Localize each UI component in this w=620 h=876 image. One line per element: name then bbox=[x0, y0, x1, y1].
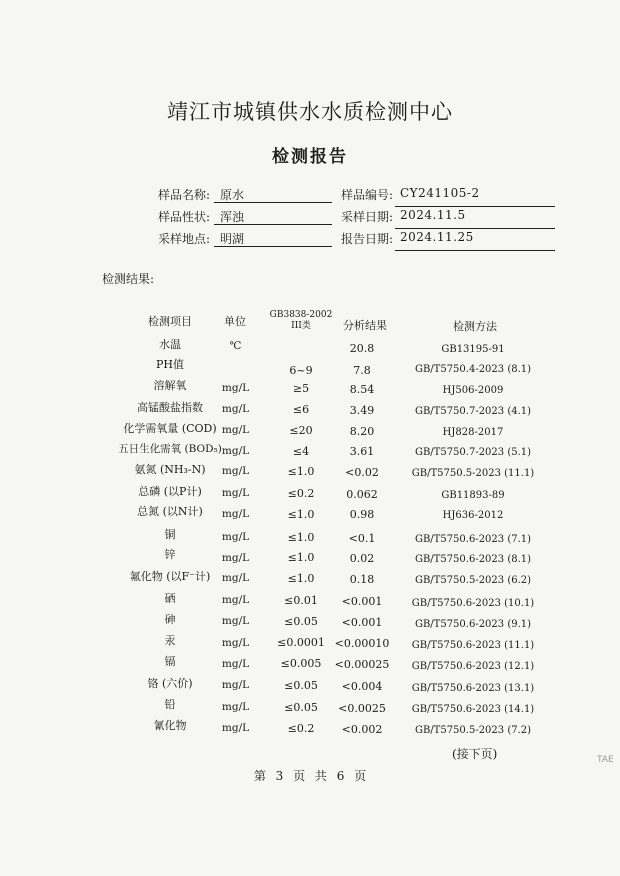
row-result: 0.02 bbox=[349, 552, 375, 565]
row-item: 硒 bbox=[164, 592, 176, 605]
row-unit: mg/L bbox=[221, 465, 250, 477]
row-unit: mg/L bbox=[221, 701, 250, 713]
row-result: 0.18 bbox=[349, 573, 375, 586]
row-result: <0.001 bbox=[341, 595, 383, 608]
header-result: 分析结果 bbox=[343, 319, 387, 332]
row-item: PH值 bbox=[156, 358, 184, 371]
row-standard: ≤0.05 bbox=[284, 615, 318, 628]
row-standard: 6~9 bbox=[289, 364, 313, 377]
row-standard: ≤0.2 bbox=[287, 722, 315, 735]
table-row bbox=[0, 717, 620, 737]
row-standard: ≤1.0 bbox=[287, 531, 315, 544]
sample-nature-value: 浑浊 bbox=[220, 210, 245, 224]
table-row bbox=[0, 399, 620, 419]
row-method: GB/T5750.5-2023 (6.2) bbox=[414, 575, 532, 586]
row-item: 砷 bbox=[164, 613, 176, 626]
sample-name-value: 原水 bbox=[220, 188, 245, 202]
sample-code-label: 样品编号: bbox=[340, 188, 393, 202]
row-standard: ≤20 bbox=[289, 424, 313, 437]
row-method: GB/T5750.5-2023 (7.2) bbox=[414, 725, 532, 736]
org-name: 靖江市城镇供水水质检测中心 bbox=[167, 100, 453, 124]
margin-handwriting: TAE bbox=[597, 755, 614, 765]
row-method: GB/T5750.7-2023 (5.1) bbox=[414, 447, 532, 458]
row-item: 锌 bbox=[164, 548, 176, 561]
row-item: 镉 bbox=[164, 655, 176, 668]
row-method: GB/T5750.6-2023 (9.1) bbox=[414, 619, 532, 630]
row-result: 20.8 bbox=[349, 342, 375, 355]
row-standard: ≤0.0001 bbox=[277, 636, 325, 649]
table-row bbox=[0, 526, 620, 546]
table-row bbox=[0, 483, 620, 503]
row-method: GB/T5750.7-2023 (4.1) bbox=[414, 406, 532, 417]
row-result: <0.00010 bbox=[334, 637, 390, 650]
table-row bbox=[0, 336, 620, 356]
row-method: GB/T5750.6-2023 (14.1) bbox=[411, 704, 535, 715]
row-method: GB/T5750.4-2023 (8.1) bbox=[414, 364, 532, 375]
results-label: 检测结果: bbox=[102, 272, 155, 286]
row-unit: mg/L bbox=[221, 487, 250, 499]
row-standard: ≤0.005 bbox=[280, 657, 322, 670]
row-result: <0.004 bbox=[341, 680, 383, 693]
table-row bbox=[0, 611, 620, 631]
row-item: 铜 bbox=[164, 528, 176, 541]
report-date-underline bbox=[395, 250, 555, 251]
row-item: 水温 bbox=[159, 338, 181, 351]
table-row bbox=[0, 590, 620, 610]
row-method: GB/T5750.6-2023 (13.1) bbox=[411, 683, 535, 694]
row-item: 五日生化需氧 (BOD₅) bbox=[118, 443, 222, 455]
header-unit: 单位 bbox=[224, 315, 246, 328]
row-item: 总氮 (以N计) bbox=[137, 505, 203, 518]
row-unit: mg/L bbox=[221, 615, 250, 627]
sampling-date-label: 采样日期: bbox=[340, 210, 393, 224]
row-result: 0.062 bbox=[346, 488, 378, 501]
table-row bbox=[0, 441, 620, 461]
row-item: 铬 (六价) bbox=[147, 677, 193, 690]
continued-note: (接下页) bbox=[452, 747, 498, 761]
row-standard: ≤1.0 bbox=[287, 572, 315, 585]
header-standard-line2: III类 bbox=[291, 321, 311, 331]
row-unit: mg/L bbox=[221, 424, 250, 436]
row-item: 化学需氧量 (COD) bbox=[123, 422, 217, 435]
row-item: 溶解氧 bbox=[153, 379, 187, 392]
row-item: 总磷 (以P计) bbox=[138, 485, 202, 498]
sampling-date-value: 2024.11.5 bbox=[400, 208, 466, 222]
sampling-location-value: 明湖 bbox=[220, 232, 245, 246]
row-method: GB11893-89 bbox=[441, 490, 505, 501]
report-date-value: 2024.11.25 bbox=[400, 230, 474, 244]
table-row bbox=[0, 546, 620, 566]
row-result: <0.002 bbox=[341, 723, 383, 736]
row-result: <0.00025 bbox=[334, 658, 390, 671]
row-result: 0.98 bbox=[349, 508, 375, 521]
table-row bbox=[0, 377, 620, 397]
row-method: HJ506-2009 bbox=[442, 385, 504, 396]
row-unit: mg/L bbox=[221, 679, 250, 691]
row-standard: ≤0.01 bbox=[284, 594, 318, 607]
sampling-date-underline bbox=[395, 228, 555, 229]
row-standard: ≥5 bbox=[292, 382, 310, 395]
row-unit: mg/L bbox=[221, 552, 250, 564]
row-method: GB/T5750.6-2023 (8.1) bbox=[414, 554, 532, 565]
row-result: 8.54 bbox=[349, 383, 375, 396]
row-result: <0.02 bbox=[345, 466, 379, 479]
report-date-label: 报告日期: bbox=[340, 232, 393, 246]
row-unit: mg/L bbox=[221, 445, 250, 457]
row-unit: mg/L bbox=[221, 722, 250, 734]
row-unit: ℃ bbox=[229, 340, 242, 352]
row-method: GB/T5750.6-2023 (12.1) bbox=[411, 661, 535, 672]
row-standard: ≤4 bbox=[292, 445, 310, 458]
row-standard: ≤1.0 bbox=[287, 465, 315, 478]
row-item: 氟化物 (以F⁻计) bbox=[129, 570, 211, 583]
row-result: <0.1 bbox=[348, 532, 376, 545]
row-method: GB/T5750.6-2023 (10.1) bbox=[411, 598, 535, 609]
row-item: 氨氮 (NH₃-N) bbox=[134, 463, 206, 476]
row-method: GB/T5750.6-2023 (11.1) bbox=[411, 640, 535, 651]
row-method: HJ636-2012 bbox=[442, 510, 504, 521]
row-item: 氰化物 bbox=[153, 719, 187, 732]
sample-name-label: 样品名称: bbox=[157, 188, 210, 202]
sampling-location-label: 采样地点: bbox=[157, 232, 210, 246]
table-row bbox=[0, 356, 620, 376]
row-standard: ≤0.05 bbox=[284, 701, 318, 714]
row-result: 8.20 bbox=[349, 425, 375, 438]
row-result: <0.001 bbox=[341, 616, 383, 629]
row-unit: mg/L bbox=[221, 403, 250, 415]
sample-nature-label: 样品性状: bbox=[157, 210, 210, 224]
row-method: HJ828-2017 bbox=[442, 427, 504, 438]
row-method: GB13195-91 bbox=[441, 344, 505, 355]
table-row bbox=[0, 675, 620, 695]
row-method: GB/T5750.6-2023 (7.1) bbox=[414, 534, 532, 545]
table-row bbox=[0, 420, 620, 440]
header-method: 检测方法 bbox=[453, 320, 497, 333]
row-item: 铅 bbox=[164, 698, 176, 711]
row-standard: ≤1.0 bbox=[287, 508, 315, 521]
row-standard: ≤1.0 bbox=[287, 551, 315, 564]
sample-code-value: CY241105-2 bbox=[400, 186, 480, 200]
row-result: 3.61 bbox=[349, 445, 375, 458]
row-item: 高锰酸盐指数 bbox=[137, 401, 203, 414]
sample-code-underline bbox=[395, 206, 555, 207]
row-result: 3.49 bbox=[349, 404, 375, 417]
table-row bbox=[0, 696, 620, 716]
row-unit: mg/L bbox=[221, 594, 250, 606]
row-unit: mg/L bbox=[221, 531, 250, 543]
page-footer: 第 3 页 共 6 页 bbox=[253, 769, 367, 783]
table-row bbox=[0, 568, 620, 588]
row-method: GB/T5750.5-2023 (11.1) bbox=[411, 468, 535, 479]
row-unit: mg/L bbox=[221, 572, 250, 584]
report-title: 检测报告 bbox=[272, 147, 348, 167]
row-unit: mg/L bbox=[221, 508, 250, 520]
row-unit: mg/L bbox=[221, 382, 250, 394]
table-row bbox=[0, 632, 620, 652]
row-result: 7.8 bbox=[353, 364, 371, 377]
table-row bbox=[0, 503, 620, 523]
row-standard: ≤6 bbox=[292, 403, 310, 416]
header-item: 检测项目 bbox=[148, 315, 192, 328]
row-unit: mg/L bbox=[221, 637, 250, 649]
row-unit: mg/L bbox=[221, 658, 250, 670]
row-result: <0.0025 bbox=[338, 702, 386, 715]
row-item: 汞 bbox=[164, 634, 176, 647]
table-row bbox=[0, 653, 620, 673]
table-row bbox=[0, 461, 620, 481]
header-standard-line1: GB3838-2002 bbox=[269, 310, 333, 320]
row-standard: ≤0.2 bbox=[287, 487, 315, 500]
row-standard: ≤0.05 bbox=[284, 679, 318, 692]
